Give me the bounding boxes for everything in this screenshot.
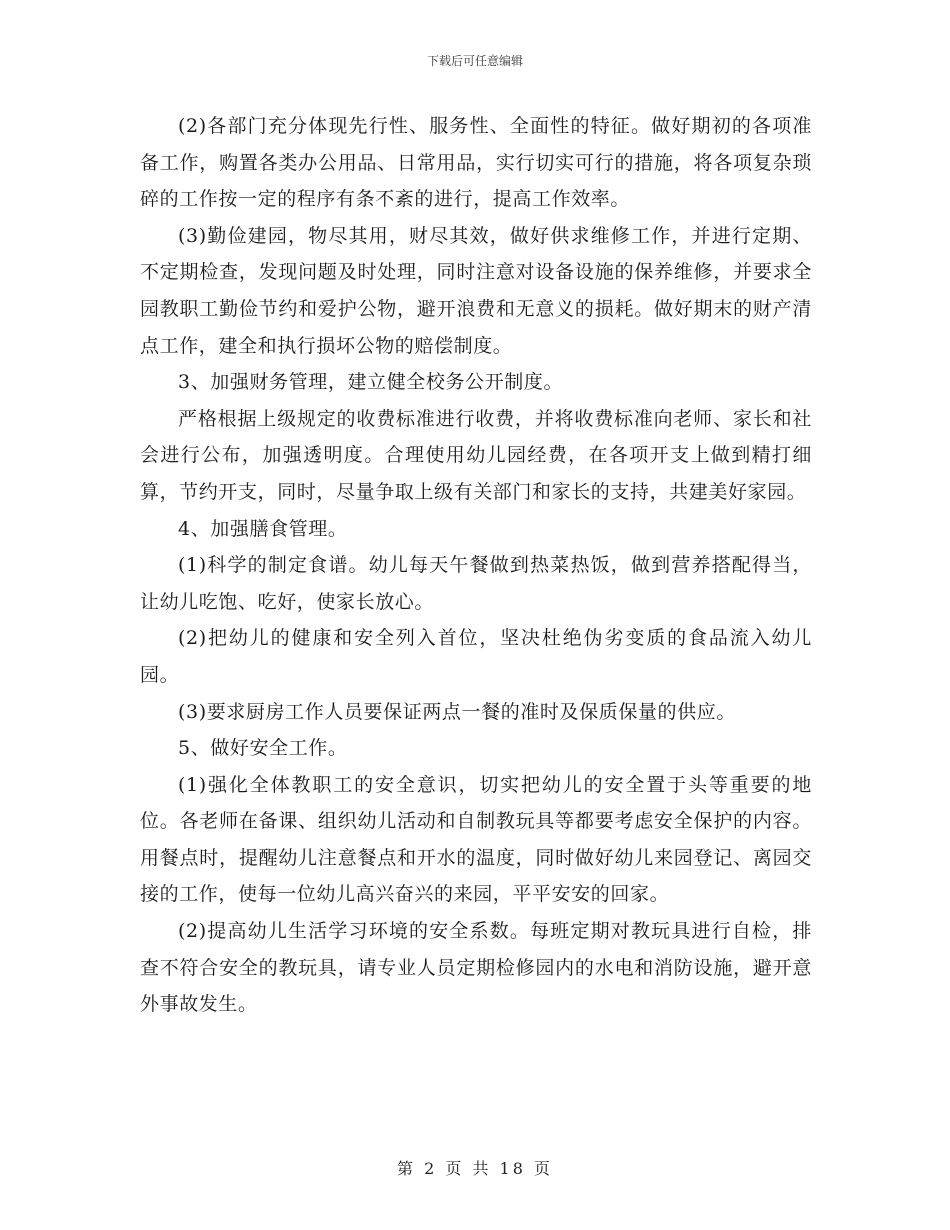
heading-safety: 5、做好安全工作。 <box>178 737 348 760</box>
paragraph-environment: (2)提高幼儿生活学习环境的安全系数。每班定期对教玩具进行自检，排查不符合安全的教玩具，请专业人员定期检修园内的水电和消防设施，避开意外事故发生。 <box>140 920 812 1016</box>
document-body <box>140 108 812 1023</box>
paragraph-fees: 严格根据上级规定的收费标准进行收费，并将收费标准向老师、家长和社会进行公布，加强透明度。合理使用幼儿园经费，在各项开支上做到精打细算，节约开支，同时，尽量争取上级有关部门和家长的支持，共建美好家园。 <box>140 407 812 503</box>
paragraph-thrift: (3)勤俭建园，物尽其用，财尽其效，做好供求维修工作，并进行定期、不定期检查，发现问题及时处理，同时注意对设备设施的保养维修，并要求全园教职工勤俭节约和爱护公物，避开浪费和无意义的损耗。做好期末的财产清点工作，建全和执行损坏公物的赔偿制度。 <box>140 224 812 357</box>
paragraph-food-safety: (2)把幼儿的健康和安全列入首位，坚决杜绝伪劣变质的食品流入幼儿园。 <box>140 627 812 686</box>
paragraph-safety-awareness: (1)强化全体教职工的安全意识，切实把幼儿的安全置于头等重要的地位。各老师在备课、组织幼儿活动和自制教玩具等都要考虑安全保护的内容。用餐点时，提醒幼儿注意餐点和开水的温度，同时做好幼儿来园登记、离园交接的工作，使每一位幼儿高兴奋兴的来园，平平安安的回家。 <box>140 773 812 906</box>
heading-meals: 4、加强膳食管理。 <box>178 517 348 540</box>
page-number: 第 2 页 共 18 页 <box>397 1159 553 1178</box>
paragraph-kitchen: (3)要求厨房工作人员要保证两点一餐的准时及保质保量的供应。 <box>178 700 736 723</box>
page-header: 下载后可任意编辑 <box>426 54 523 68</box>
paragraph-dept-features: (2)各部门充分体现先行性、服务性、全面性的特征。做好期初的各项准备工作，购置各类办公用品、日常用品，实行切实可行的措施，将各项复杂琐碎的工作按一定的程序有条不紊的进行，提高工作效率。 <box>140 115 812 211</box>
heading-finance: 3、加强财务管理，建立健全校务公开制度。 <box>178 371 564 394</box>
paragraph-recipes: (1)科学的制定食谱。幼儿每天午餐做到热菜热饭，做到营养搭配得当，让幼儿吃饱、吃好，使家长放心。 <box>140 554 812 613</box>
